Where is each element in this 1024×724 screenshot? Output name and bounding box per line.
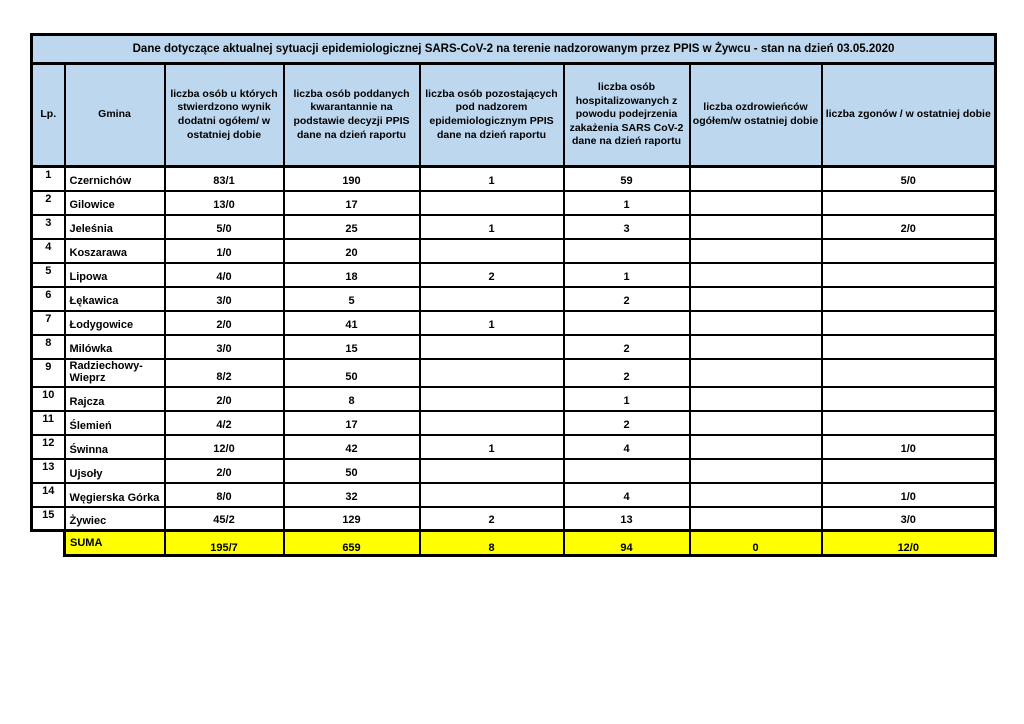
- row-value-recovered: [690, 483, 822, 507]
- row-value-deaths: 3/0: [822, 507, 996, 531]
- suma-row: [32, 531, 996, 556]
- epidemic-status-table: [30, 33, 997, 557]
- row-value-deaths: [822, 335, 996, 359]
- col-header-quarantine: liczba osób poddanych kwarantannie na podstawie decyzji PPIS dane na dzień raportu: [284, 64, 420, 167]
- row-value-hospitalized: 59: [564, 167, 690, 191]
- row-lp: 1: [32, 167, 65, 191]
- row-value-surveillance: [420, 287, 564, 311]
- row-value-recovered: [690, 287, 822, 311]
- table-row: [32, 191, 996, 215]
- row-value-hospitalized: 1: [564, 263, 690, 287]
- row-value-deaths: 1/0: [822, 435, 996, 459]
- row-value-positive: 3/0: [165, 287, 284, 311]
- report-sheet: [30, 33, 997, 557]
- row-lp: 4: [32, 239, 65, 263]
- row-value-recovered: [690, 191, 822, 215]
- row-lp: 7: [32, 311, 65, 335]
- row-value-positive: 1/0: [165, 239, 284, 263]
- row-value-recovered: [690, 311, 822, 335]
- row-value-deaths: [822, 411, 996, 435]
- row-value-deaths: [822, 311, 996, 335]
- row-value-hospitalized: [564, 311, 690, 335]
- col-header-recovered: liczba ozdrowieńców ogółem/w ostatniej dobie: [690, 64, 822, 167]
- row-value-deaths: [822, 387, 996, 411]
- row-value-positive: 3/0: [165, 335, 284, 359]
- row-value-hospitalized: 2: [564, 335, 690, 359]
- row-value-recovered: [690, 411, 822, 435]
- row-value-surveillance: 2: [420, 263, 564, 287]
- title-row: [32, 35, 996, 64]
- row-gmina: Ujsoły: [65, 459, 165, 483]
- row-lp: 6: [32, 287, 65, 311]
- row-gmina: Ślemień: [65, 411, 165, 435]
- row-lp: 15: [32, 507, 65, 531]
- row-gmina: Gilowice: [65, 191, 165, 215]
- row-value-hospitalized: 2: [564, 411, 690, 435]
- row-value-surveillance: [420, 191, 564, 215]
- row-value-positive: 2/0: [165, 459, 284, 483]
- row-value-positive: 5/0: [165, 215, 284, 239]
- row-value-positive: 45/2: [165, 507, 284, 531]
- table-title: Dane dotyczące aktualnej sytuacji epidemiologicznej SARS-CoV-2 na terenie nadzorowanym przez PPIS w Żywcu - stan na dzień 03.05.2020: [32, 35, 996, 64]
- table-row: [32, 335, 996, 359]
- col-header-lp: Lp.: [32, 64, 65, 167]
- row-value-surveillance: [420, 239, 564, 263]
- row-gmina: Lipowa: [65, 263, 165, 287]
- row-value-surveillance: 1: [420, 215, 564, 239]
- row-gmina: Koszarawa: [65, 239, 165, 263]
- table-row: [32, 239, 996, 263]
- row-value-quarantine: 5: [284, 287, 420, 311]
- row-value-recovered: [690, 239, 822, 263]
- row-value-recovered: [690, 507, 822, 531]
- row-value-deaths: [822, 287, 996, 311]
- row-lp: 9: [32, 359, 65, 387]
- row-gmina: Łodygowice: [65, 311, 165, 335]
- row-value-deaths: 5/0: [822, 167, 996, 191]
- row-gmina: Radziechowy-Wieprz: [65, 359, 165, 387]
- row-value-surveillance: [420, 387, 564, 411]
- row-value-surveillance: [420, 459, 564, 483]
- row-value-hospitalized: 3: [564, 215, 690, 239]
- row-lp: 11: [32, 411, 65, 435]
- row-value-deaths: [822, 263, 996, 287]
- row-lp: 8: [32, 335, 65, 359]
- row-value-quarantine: 41: [284, 311, 420, 335]
- row-gmina: Węgierska Górka: [65, 483, 165, 507]
- row-value-quarantine: 32: [284, 483, 420, 507]
- row-value-hospitalized: 4: [564, 483, 690, 507]
- col-header-hospitalized: liczba osób hospitalizowanych z powodu podejrzenia zakażenia SARS CoV-2 dane na dzień raportu: [564, 64, 690, 167]
- row-value-surveillance: [420, 411, 564, 435]
- row-value-surveillance: 1: [420, 311, 564, 335]
- suma-label: SUMA: [65, 531, 165, 556]
- row-value-deaths: 1/0: [822, 483, 996, 507]
- row-value-surveillance: 1: [420, 167, 564, 191]
- suma-deaths-total: 12/0: [822, 531, 996, 556]
- row-lp: 10: [32, 387, 65, 411]
- table-row: [32, 507, 996, 531]
- table-row: [32, 359, 996, 387]
- row-value-positive: 4/2: [165, 411, 284, 435]
- suma-surveillance-total: 8: [420, 531, 564, 556]
- table-row: [32, 167, 996, 191]
- row-value-hospitalized: 2: [564, 359, 690, 387]
- row-value-quarantine: 17: [284, 411, 420, 435]
- row-value-deaths: [822, 239, 996, 263]
- row-value-recovered: [690, 167, 822, 191]
- row-value-quarantine: 190: [284, 167, 420, 191]
- row-value-surveillance: 1: [420, 435, 564, 459]
- table-row: [32, 387, 996, 411]
- header-row: [32, 64, 996, 167]
- row-value-deaths: [822, 459, 996, 483]
- table-row: [32, 435, 996, 459]
- row-value-positive: 12/0: [165, 435, 284, 459]
- row-value-quarantine: 50: [284, 459, 420, 483]
- row-lp: 3: [32, 215, 65, 239]
- table-row: [32, 411, 996, 435]
- row-gmina: Czernichów: [65, 167, 165, 191]
- row-value-surveillance: 2: [420, 507, 564, 531]
- table-row: [32, 311, 996, 335]
- suma-lp-blank: [32, 531, 65, 556]
- row-gmina: Milówka: [65, 335, 165, 359]
- table-row: [32, 483, 996, 507]
- row-value-positive: 2/0: [165, 387, 284, 411]
- row-value-quarantine: 18: [284, 263, 420, 287]
- row-lp: 2: [32, 191, 65, 215]
- row-value-recovered: [690, 387, 822, 411]
- row-value-quarantine: 20: [284, 239, 420, 263]
- row-value-quarantine: 17: [284, 191, 420, 215]
- row-value-positive: 2/0: [165, 311, 284, 335]
- row-gmina: Świnna: [65, 435, 165, 459]
- row-value-quarantine: 50: [284, 359, 420, 387]
- row-value-deaths: [822, 359, 996, 387]
- row-gmina: Żywiec: [65, 507, 165, 531]
- row-value-recovered: [690, 335, 822, 359]
- row-value-surveillance: [420, 483, 564, 507]
- row-value-deaths: [822, 191, 996, 215]
- row-value-quarantine: 25: [284, 215, 420, 239]
- row-gmina: Łękawica: [65, 287, 165, 311]
- table-row: [32, 287, 996, 311]
- table-row: [32, 459, 996, 483]
- suma-quarantine-total: 659: [284, 531, 420, 556]
- row-lp: 5: [32, 263, 65, 287]
- row-value-hospitalized: 1: [564, 387, 690, 411]
- row-value-quarantine: 42: [284, 435, 420, 459]
- col-header-positive: liczba osób u których stwierdzono wynik dodatni ogółem/ w ostatniej dobie: [165, 64, 284, 167]
- row-value-positive: 4/0: [165, 263, 284, 287]
- row-value-surveillance: [420, 359, 564, 387]
- row-lp: 13: [32, 459, 65, 483]
- row-value-deaths: 2/0: [822, 215, 996, 239]
- row-value-hospitalized: 2: [564, 287, 690, 311]
- row-gmina: Jeleśnia: [65, 215, 165, 239]
- row-value-quarantine: 129: [284, 507, 420, 531]
- row-value-recovered: [690, 435, 822, 459]
- row-value-hospitalized: 4: [564, 435, 690, 459]
- row-value-hospitalized: 13: [564, 507, 690, 531]
- suma-recovered-total: 0: [690, 531, 822, 556]
- row-value-positive: 8/2: [165, 359, 284, 387]
- suma-positive-total: 195/7: [165, 531, 284, 556]
- row-value-quarantine: 8: [284, 387, 420, 411]
- row-value-recovered: [690, 459, 822, 483]
- row-lp: 14: [32, 483, 65, 507]
- row-value-quarantine: 15: [284, 335, 420, 359]
- row-value-hospitalized: [564, 459, 690, 483]
- row-value-recovered: [690, 359, 822, 387]
- row-value-hospitalized: 1: [564, 191, 690, 215]
- row-lp: 12: [32, 435, 65, 459]
- row-value-recovered: [690, 215, 822, 239]
- row-value-positive: 83/1: [165, 167, 284, 191]
- table-row: [32, 263, 996, 287]
- row-gmina: Rajcza: [65, 387, 165, 411]
- row-value-positive: 13/0: [165, 191, 284, 215]
- col-header-gmina: Gmina: [65, 64, 165, 167]
- col-header-deaths: liczba zgonów / w ostatniej dobie: [822, 64, 996, 167]
- row-value-recovered: [690, 263, 822, 287]
- row-value-hospitalized: [564, 239, 690, 263]
- row-value-surveillance: [420, 335, 564, 359]
- row-value-positive: 8/0: [165, 483, 284, 507]
- suma-hospitalized-total: 94: [564, 531, 690, 556]
- col-header-surveillance: liczba osób pozostających pod nadzorem epidemiologicznym PPIS dane na dzień raportu: [420, 64, 564, 167]
- table-body: [32, 167, 996, 531]
- table-row: [32, 215, 996, 239]
